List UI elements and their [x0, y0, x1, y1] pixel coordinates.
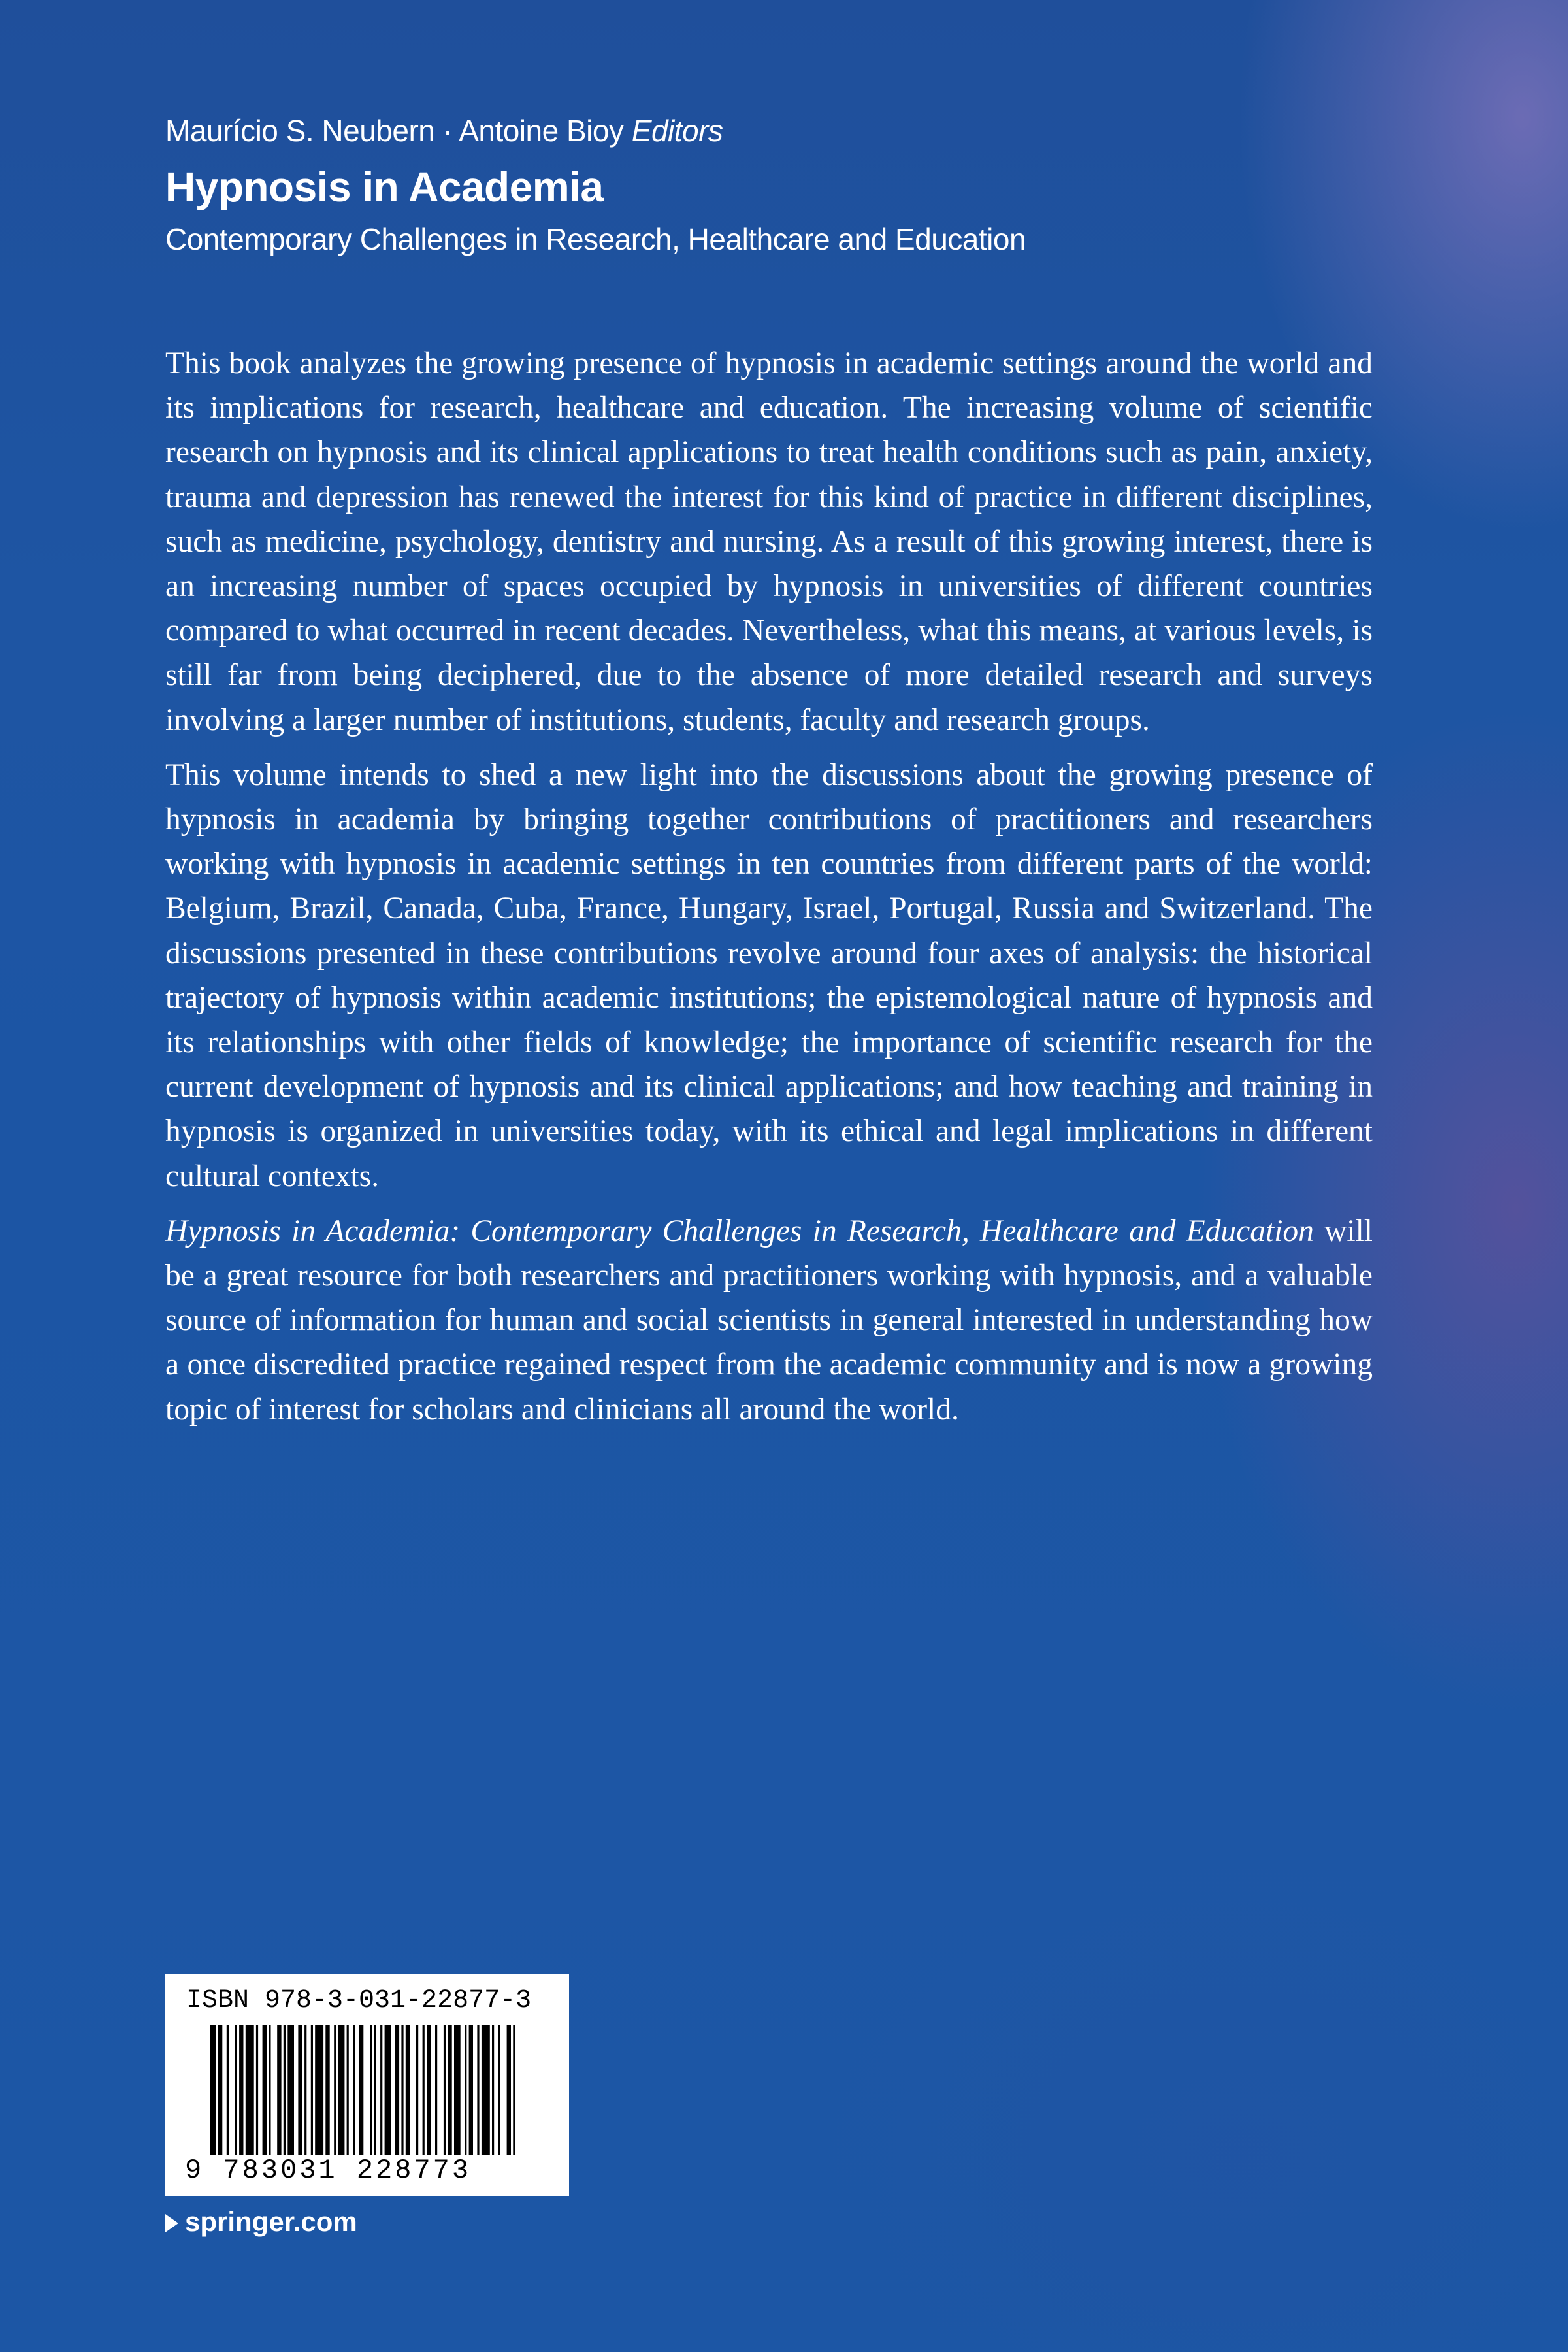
- book-description: [165, 341, 1373, 1442]
- isbn-label: ISBN 978-3-031-22877-3: [186, 1986, 532, 2015]
- barcode-bar: [218, 2025, 222, 2155]
- barcode-bar: [385, 2025, 391, 2155]
- triangle-right-icon: [165, 2214, 178, 2232]
- barcode-bar: [263, 2025, 267, 2155]
- book-title: Hypnosis in Academia: [165, 163, 604, 210]
- barcode-bar: [435, 2025, 437, 2155]
- barcode-bar: [427, 2025, 431, 2155]
- barcode-bar: [513, 2025, 515, 2155]
- barcode-bar: [492, 2025, 494, 2155]
- description-paragraph-2: This volume intends to shed a new light into the discussions about the growing presence of hypnosis in academia by bringing together contributions of practitioners and researchers working with hypnosis in academic settings in ten countries from different parts of the world: Belgium, Brazil, Canada, Cuba, France, Hungary, Israel, Portugal, Russia and Switzerland. The discussions presented in these contributions revolve around four axes of analysis: the historical trajectory of hypnosis within academic institutions; the epistemological nature of hypnosis and its relationships with other fields of knowledge; the importance of scientific research for the current development of hypnosis and its clinical applications; and how teaching and training in hypnosis is organized in universities today, with its ethical and legal implications in different cultural contexts.: [165, 757, 1373, 1193]
- barcode-bar: [210, 2025, 216, 2155]
- barcode-bar: [227, 2025, 229, 2155]
- publisher-website[interactable]: [165, 2202, 357, 2242]
- cover-header: [165, 105, 1407, 261]
- description-paragraph-1: This book analyzes the growing presence of hypnosis in academic settings around the world and its implications for research, healthcare and education. The increasing volume of scientific research on hypnosis and its clinical applications to treat health conditions such as pain, anxiety, trauma and depression has renewed the interest for this kind of practice in different disciplines, such as medicine, psychology, dentistry and nursing. As a result of this growing interest, there is an increasing number of spaces occupied by hypnosis in universities of different countries compared to what occurred in recent decades. Nevertheless, what this means, at various levels, is still far from being deciphered, due to the absence of more detailed research and surveys involving a larger number of institutions, students, faculty and research groups.: [165, 346, 1373, 737]
- barcode-bar: [401, 2025, 403, 2155]
- description-italic-title: Hypnosis in Academia: Contemporary Challenges in Research, Healthcare and Education: [165, 1214, 1314, 1248]
- barcode-bar: [239, 2025, 243, 2155]
- barcode-bar: [269, 2025, 270, 2155]
- barcode-bar: [380, 2025, 382, 2155]
- barcode-bar: [325, 2025, 329, 2155]
- barcode-bar: [315, 2025, 323, 2155]
- barcode-bar: [304, 2025, 306, 2155]
- barcode-bar: [482, 2025, 490, 2155]
- barcode-bar: [406, 2025, 410, 2155]
- barcode-digits: 9 783031 228773: [185, 2155, 472, 2186]
- barcode-bar: [423, 2025, 425, 2155]
- barcode-bar: [454, 2025, 461, 2155]
- barcode-bar: [311, 2025, 313, 2155]
- barcode-bar: [359, 2025, 363, 2155]
- barcode-bar: [395, 2025, 399, 2155]
- barcode-bar: [246, 2025, 254, 2155]
- barcode-bar: [347, 2025, 349, 2155]
- barcode-bar: [287, 2025, 294, 2155]
- description-paragraph-3: [165, 1209, 1373, 1432]
- barcode-bar: [277, 2025, 281, 2155]
- barcode-bar: [235, 2025, 237, 2155]
- publisher-website-text: springer.com: [185, 2206, 357, 2237]
- barcode-bar: [444, 2025, 446, 2155]
- editors-names: Maurício S. Neubern · Antoine Bioy: [165, 114, 624, 148]
- barcode-bar: [334, 2025, 336, 2155]
- barcode-bar: [284, 2025, 286, 2155]
- book-subtitle: Contemporary Challenges in Research, Healthcare and Education: [165, 222, 1026, 256]
- barcode-bar: [370, 2025, 372, 2155]
- barcode-bar: [477, 2025, 479, 2155]
- description-paragraph-3-text: will be a great resource for both researchers and practitioners working with hypnosis, and a valuable source of information for human and social scientists in general interested in understanding how a once discredited practice regained respect from the academic community and is now a growing topic of interest for scholars and clinicians all around the world.: [165, 1214, 1373, 1427]
- barcode-bar: [469, 2025, 473, 2155]
- barcode-bar: [465, 2025, 466, 2155]
- barcode-bar: [256, 2025, 258, 2155]
- barcode-bar: [448, 2025, 451, 2155]
- barcode-bar: [416, 2025, 418, 2155]
- editors-role: Editors: [631, 114, 723, 148]
- barcode-bar: [353, 2025, 355, 2155]
- barcode-bar: [498, 2025, 500, 2155]
- barcode-bar: [298, 2025, 302, 2155]
- barcode-bar: [507, 2025, 511, 2155]
- barcode-bar: [374, 2025, 376, 2155]
- isbn-barcode: [165, 1974, 569, 2196]
- barcode-bar: [338, 2025, 345, 2155]
- editors-line: [165, 105, 1407, 157]
